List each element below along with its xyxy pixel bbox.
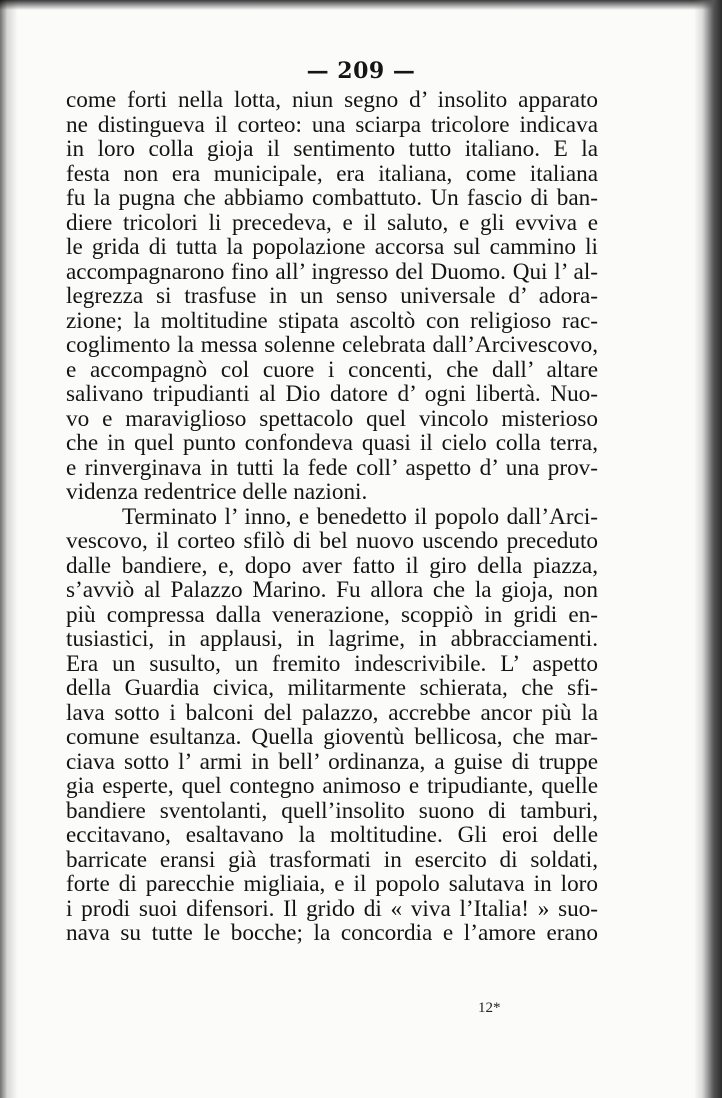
text-line: fu la pugna che abbiamo combattuto. Un fascio di ban- — [66, 185, 598, 211]
text-line: vo e maraviglioso spettacolo quel vincolo misterioso — [66, 405, 598, 432]
text-line: videnza redentrice delle nazioni. — [66, 479, 368, 505]
text-line: legrezza si trasfuse in un senso universale d’ adora- — [66, 283, 598, 309]
page-number: — 209 — — [306, 58, 416, 84]
text-line: eccitavano, esaltavano la moltitudine. Gli eroi delle — [66, 822, 598, 848]
text-line: bandiere sventolanti, quell’insolito suono di tamburi, — [66, 797, 598, 824]
text-line: forte di parecchie migliaia, e il popolo salutava in loro — [66, 871, 598, 897]
text-line: lava sotto i balconi del palazzo, accrebbe ancor più la — [66, 699, 598, 726]
text-line: festa non era municipale, era italiana, come italiana — [66, 160, 598, 187]
page-edge-right — [694, 0, 722, 1098]
text-line: barricate eransi già trasformati in esercito di soldati, — [66, 846, 598, 873]
text-line: più compressa dalla venerazione, scoppiò in gridi en- — [66, 601, 598, 628]
text-line: le grida di tutta la popolazione accorsa sul cammino li — [66, 234, 598, 260]
paragraph — [66, 88, 598, 505]
text-line: in loro colla gioja il sentimento tutto italiano. E la — [66, 136, 598, 162]
text-line: nava su tutte le bocche; la concordia e l’amore erano — [66, 920, 598, 946]
text-line: diere tricolori li precedeva, e il saluto, e gli evviva e — [66, 209, 598, 236]
text-line: della Guardia civica, militarmente schierata, che sfi- — [66, 675, 598, 701]
text-line: salivano tripudianti al Dio datore d’ ogni libertà. Nuo- — [66, 381, 598, 407]
text-line: gia esperte, quel contegno animoso e tripudiante, quelle — [66, 773, 598, 799]
text-line: tusiastici, in applausi, in lagrime, in abbracciamenti. — [66, 626, 598, 652]
text-line: dalle bandiere, e, dopo aver fatto il giro della piazza, — [66, 552, 598, 579]
page-edge-top — [0, 0, 722, 10]
text-line: e accompagnò col cuore i concenti, che dall’ altare — [66, 356, 598, 383]
text-line: Terminato l’ inno, e benedetto il popolo dall’Arci- — [122, 503, 598, 530]
text-line: zione; la moltitudine stipata ascoltò con religioso rac- — [66, 307, 598, 334]
body-text — [66, 88, 598, 946]
text-line: vescovo, il corteo sfilò di bel nuovo uscendo preceduto — [66, 528, 598, 554]
page-edge-left — [0, 0, 18, 1098]
text-line: coglimento la messa solenne celebrata dall’Arcivescovo, — [66, 332, 598, 358]
text-line: comune esultanza. Quella gioventù bellicosa, che mar- — [66, 724, 598, 750]
text-line: ne distingueva il corteo: una sciarpa tricolore indicava — [66, 111, 598, 138]
text-line: ciava sotto l’ armi in bell’ ordinanza, a guise di truppe — [66, 748, 598, 775]
text-line: e rinverginava in tutti la fede coll’ aspetto d’ una prov- — [66, 454, 598, 481]
text-line: che in quel punto confondeva quasi il cielo colla terra, — [66, 430, 598, 456]
text-line: i prodi suoi difensori. Il grido di « viva l’Italia! » suo- — [66, 895, 598, 922]
text-line: s’avviò al Palazzo Marino. Fu allora che la gioja, non — [66, 577, 598, 603]
paragraph — [66, 505, 598, 946]
text-line: accompagnarono fino all’ ingresso del Duomo. Qui l’ al- — [66, 258, 598, 285]
text-line: Era un susulto, un fremito indescrivibile. L’ aspetto — [66, 650, 598, 677]
text-line: come forti nella lotta, niun segno d’ insolito apparato — [66, 87, 598, 113]
signature-mark: 12* — [478, 1000, 501, 1016]
